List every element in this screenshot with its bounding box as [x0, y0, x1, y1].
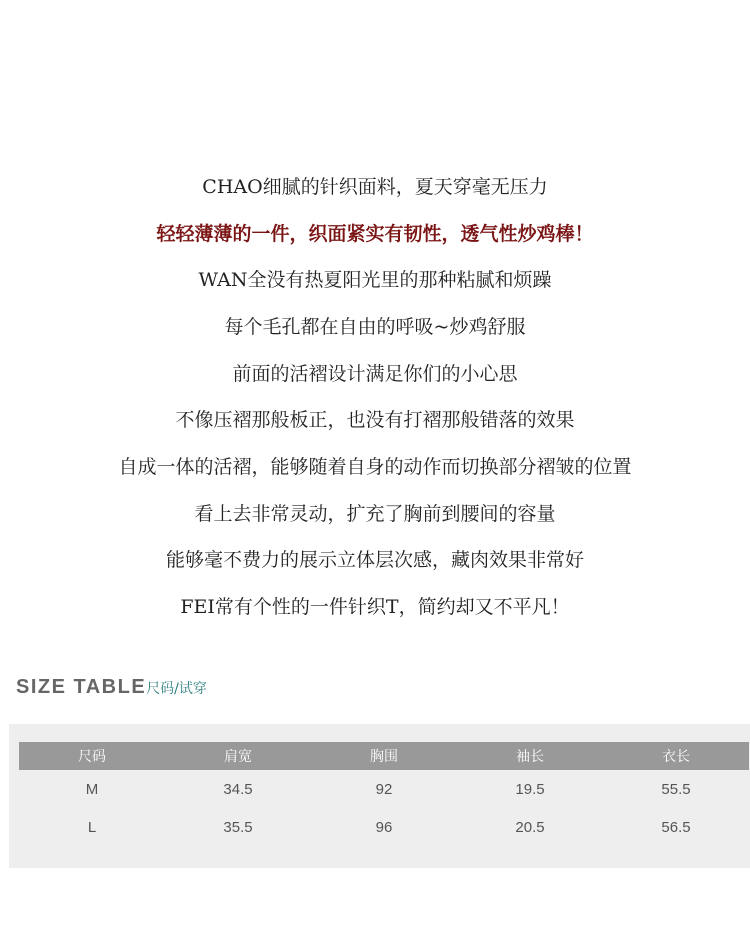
size-table-title-cn: 尺码/试穿 [146, 681, 207, 697]
header-shoulder: 肩宽 [165, 742, 311, 770]
description-line-9: 能够毫不费力的展示立体层次感，藏肉效果非常好 [165, 549, 584, 571]
cell-shoulder: 35.5 [223, 818, 253, 836]
cell-chest: 96 [375, 818, 393, 836]
description-line-2-highlight: 轻轻薄薄的一件，织面紧实有韧性，透气性炒鸡棒！ [156, 223, 594, 245]
header-sleeve: 袖长 [457, 742, 603, 770]
size-table [19, 742, 749, 846]
description-line-1: CHAO细腻的针织面料，夏天穿毫无压力 [202, 176, 548, 198]
description-line-5: 前面的活褶设计满足你们的小心思 [232, 363, 518, 385]
cell-size: L [87, 818, 97, 836]
cell-shoulder: 34.5 [223, 780, 253, 798]
description-line-7: 自成一体的活褶，能够随着自身的动作而切换部分褶皱的位置 [118, 456, 632, 478]
description-line-6: 不像压褶那般板正，也没有打褶那般错落的效果 [175, 409, 575, 431]
description-line-10: FEI常有个性的一件针织T，简约却又不平凡！ [180, 596, 570, 618]
description-line-8: 看上去非常灵动，扩充了胸前到腰间的容量 [194, 503, 556, 525]
size-table-header-row [19, 742, 749, 770]
size-table-panel [9, 724, 750, 868]
cell-sleeve: 19.5 [515, 780, 545, 798]
description-line-3: WAN全没有热夏阳光里的那种粘腻和烦躁 [198, 269, 552, 291]
header-size: 尺码 [19, 742, 165, 770]
cell-size: M [85, 780, 99, 798]
header-chest: 胸围 [311, 742, 457, 770]
header-length: 衣长 [603, 742, 749, 770]
cell-length: 56.5 [661, 818, 691, 836]
cell-sleeve: 20.5 [515, 818, 545, 836]
size-table-title-en: SIZE TABLE [16, 676, 147, 698]
table-row [19, 808, 749, 846]
size-table-title [16, 676, 207, 699]
cell-chest: 92 [375, 780, 393, 798]
table-row [19, 770, 749, 808]
cell-length: 55.5 [661, 780, 691, 798]
description-line-4: 每个毛孔都在自由的呼吸~炒鸡舒服 [224, 316, 526, 338]
